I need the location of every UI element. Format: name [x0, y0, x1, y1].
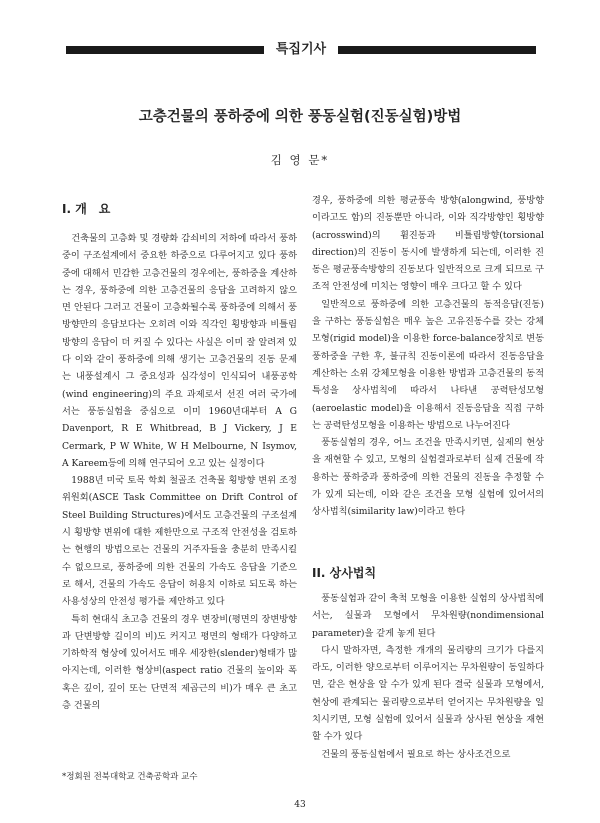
paragraph: 경우, 풍하중에 의한 평균풍속 방향(alongwind, 풍방향이라고도 함)의 진동뿐만 아니라, 이와 직각방향인 횡방향(acrosswind)의 휨진동과 비틀림방향(torsional direction)의 진동이 동시에 발생하게 되는데, 이러한 진동은 평균풍속방향의 진동보다 일반적으로 크게 되므로 구조적 안전성에 미치는 영향이 매우 크다고 할 수 있다	[312, 195, 544, 293]
paragraph: 건물의 풍동실험에서 필요로 하는 상사조건으로	[321, 748, 511, 760]
right-column	[312, 192, 544, 521]
header-label: 특집기사	[275, 42, 327, 57]
paragraph: 1988년 미국 토목 학회 철골조 건축물 횡방향 변위 조정 위원회(ASCE Task Committee on Drift Control of Steel Building Structures)에서도 고층건물의 구조설계시 횡방향 변위에 대한 제한만으로 구조적 안전성을 검토하는 현행의 방법으로는 건물의 거주자들을 충분히 만족시킬 수 없으므로, 풍하중에 의한 건물의 가속도 응답을 기준으로 해서, 건물의 가속도 응답이 허용치 이하로 되도록 하는 사용성상의 안전성 평가를 제안하고 있다	[62, 475, 297, 608]
paragraph: 풍동실험과 같이 축척 모형을 이용한 실험의 상사법칙에서는, 실물과 모형에서 무차원량(nondimensional parameter)을 같게 놓게 된다	[312, 593, 544, 639]
right-column-lower	[312, 590, 544, 763]
section-header	[0, 40, 600, 60]
section-heading-similarity: II. 상사법칙	[312, 566, 377, 580]
author-name: 김 영 문*	[270, 153, 330, 167]
paragraph: 일반적으로 풍하중에 의한 고층건물의 동적응답(진동)을 구하는 풍동실험은 매우 높은 고유진동수를 갖는 강체모형(rigid model)을 이용한 force-balance장치로 변동풍하중을 구한 후, 불규칙 진동이론에 따라서 진동응답을 계산하는 소위 강체모형을 이용한 방법과 고층건물의 동적특성을 상사법칙에 따라서 나타낸 공력탄성모형(aeroelastic model)을 이용해서 진동응답을 직접 구하는 공력탄성모형을 이용하는 방법으로 나누어진다	[312, 298, 544, 431]
left-column	[62, 230, 297, 714]
paragraph: 특히 현대식 초고층 건물의 경우 변장비(평면의 장변방향과 단변방향 길이의 비)도 커지고 평면의 형태가 다양하고 기하학적 형상에 있어서도 매우 세장한(slender)형태가 많아지는데, 이러한 형상비(aspect ratio 건물의 높이와 폭 혹은 깊이, 깊이 또는 단면적 제곱근의 비)가 매우 큰 초고층 건물의	[62, 613, 297, 712]
paragraph: 건축물의 고층화 및 경량화 감쇠비의 저하에 따라서 풍하중이 구조설계에서 중요한 하중으로 다루어지고 있다 풍하중에 대해서 민감한 고층건물의 경우에는, 풍하중을 계산하는 경우, 풍하중에 의한 고층건물의 응답을 고려하지 않으면 안된다 그러고 건물이 고층화될수록 풍하중에 의해서 풍방향만의 응답보다는 오히려 이와 직각인 횡방향과 비틀림 방향의 응답이 더 커질 수 있다는 사실은 이미 잘 알려져 있다 이와 같이 풍하중에 의해 생기는 고층건물의 진동 문제는 내풍설계시 그 중요성과 심각성이 인식되어 내풍공학(wind engineering)의 주요 과제로서 선진 여러 국가에서는 풍동실험을 중심으로 이미 1960년대부터 A G Davenport, R E Whitbread, B J Vickery, J E Cermark, P W White, W H Melbourne, N Isymov, A Kareem등에 의해 연구되어 오고 있는 실정이다	[62, 233, 297, 469]
header-bar-left	[66, 46, 264, 54]
paragraph: 다시 말하자면, 측정한 개개의 물리량의 크기가 다를지라도, 이러한 양으로부터 이루어지는 무차원량이 동일하다면, 같은 현상을 알 수가 있게 된다 결국 실물과 모형에서, 현상에 관계되는 물리량으로부터 얻어지는 무차원량을 일치시키면, 모형 실험에 있어서 실물과 상사된 현상을 재현할 수가 있다	[312, 644, 544, 743]
page-number: 43	[294, 800, 306, 810]
paragraph: 풍동실험의 경우, 어느 조건을 만족시키면, 실제의 현상을 재현할 수 있고, 모형의 실험결과로부터 실제 건물에 작용하는 풍하중과 풍하중에 의한 건물의 진동을 추정할 수가 있게 되는데, 이와 같은 조건을 모형 실험에 있어서의 상사법칙(similarity law)이라고 한다	[312, 437, 544, 518]
footnote: *정회원 전북대학교 건축공학과 교수	[62, 772, 198, 782]
article-title: 고층건물의 풍하중에 의한 풍동실험(진동실험)방법	[138, 109, 462, 125]
section-heading-overview: I. 개 요	[62, 202, 111, 216]
header-bar-right	[338, 46, 536, 54]
